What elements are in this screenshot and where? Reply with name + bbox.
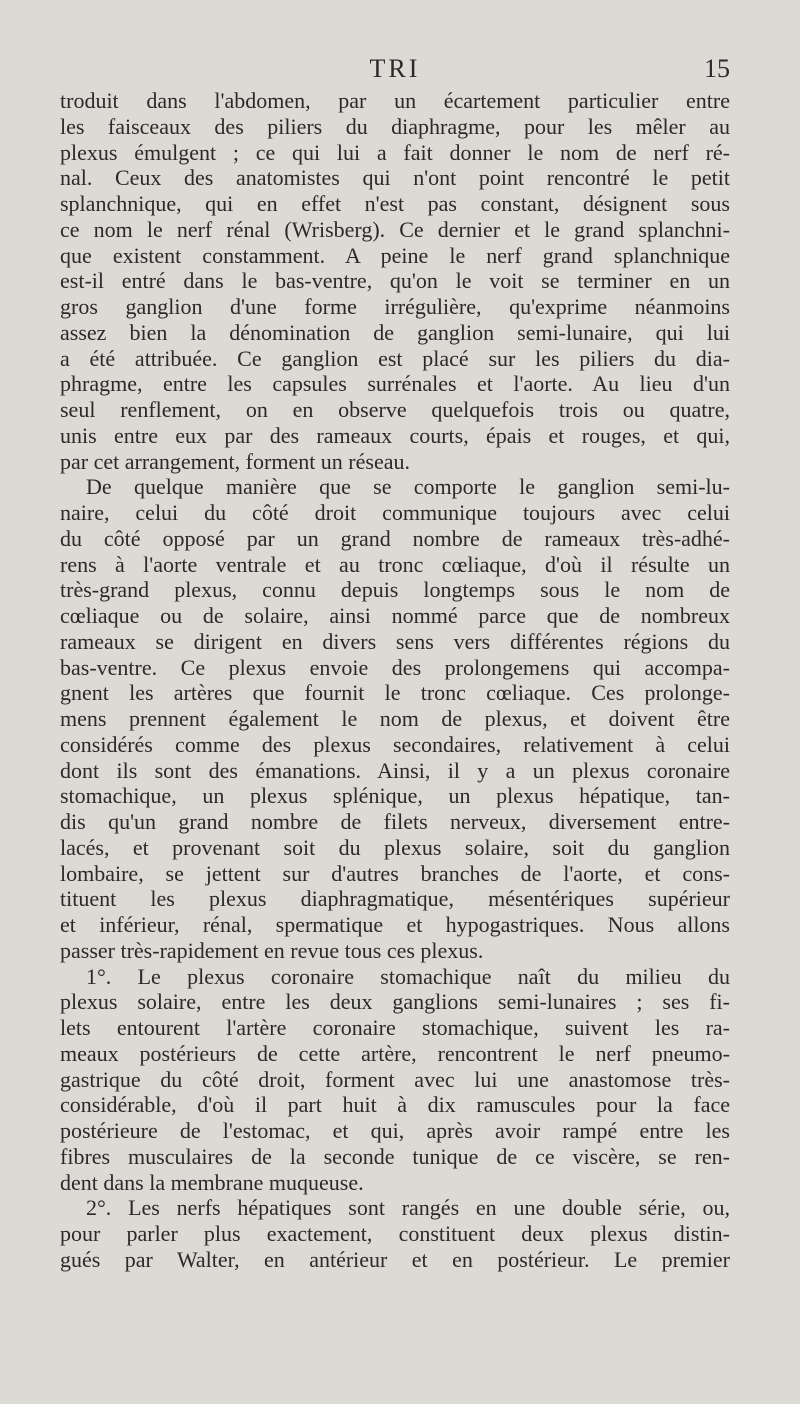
text-line: fibres musculaires de la seconde tunique de ce viscère, se ren- [60, 1143, 730, 1169]
body-text [60, 88, 730, 1273]
text-line: passer très-rapidement en revue tous ces plexus. [60, 937, 484, 963]
text-line: par cet arrangement, forment un réseau. [60, 448, 410, 474]
page-number: 15 [704, 54, 730, 83]
text-line: troduit dans l'abdomen, par un écartement particulier entre [60, 88, 730, 113]
text-line: tituent les plexus diaphragmatique, mésentériques supérieur [60, 886, 730, 912]
text-line: assez bien la dénomination de ganglion semi-lunaire, qui lui [60, 319, 730, 345]
text-line: et inférieur, rénal, spermatique et hypogastriques. Nous allons [60, 912, 730, 937]
text-line: gués par Walter, en antérieur et en postérieur. Le premier [60, 1246, 730, 1272]
text-line: plexus émulgent ; ce qui lui a fait donner le nom de nerf ré- [60, 139, 730, 165]
text-line: du côté opposé par un grand nombre de rameaux très-adhé- [60, 525, 730, 551]
text-line: plexus solaire, entre les deux ganglions semi-lunaires ; ses fi- [60, 989, 730, 1015]
text-line: lacés, et provenant soit du plexus solaire, soit du ganglion [60, 834, 730, 860]
text-line: nal. Ceux des anatomistes qui n'ont point rencontré le petit [60, 165, 730, 191]
text-line: 2°. Les nerfs hépatiques sont rangés en une double série, ou, [86, 1195, 730, 1221]
text-line: 1°. Le plexus coronaire stomachique naît du milieu du [86, 963, 730, 989]
text-line: est-il entré dans le bas-ventre, qu'on le voit se terminer en un [60, 268, 730, 294]
text-line: très-grand plexus, connu depuis longtemps sous le nom de [60, 577, 730, 603]
text-line: considérable, d'où il part huit à dix ramuscules pour la face [60, 1092, 730, 1118]
text-line: lets entourent l'artère coronaire stomachique, suivent les ra- [60, 1015, 730, 1040]
text-line: De quelque manière que se comporte le ganglion semi-lu- [86, 474, 730, 500]
text-line: unis entre eux par des rameaux courts, épais et rouges, et qui, [60, 422, 730, 448]
text-line: ce nom le nerf rénal (Wrisberg). Ce dernier et le grand splanchni- [60, 216, 730, 242]
text-line: dont ils sont des émanations. Ainsi, il y a un plexus coronaire [60, 757, 730, 783]
text-line: gros ganglion d'une forme irrégulière, qu'exprime néanmoins [60, 294, 730, 319]
text-line: meaux postérieurs de cette artère, rencontrent le nerf pneumo- [60, 1040, 730, 1066]
text-line: dent dans la membrane muqueuse. [60, 1169, 364, 1195]
text-line: rameaux se dirigent en divers sens vers différentes régions du [60, 628, 730, 654]
text-line: mens prennent également le nom de plexus, et doivent être [60, 706, 730, 731]
text-line: bas-ventre. Ce plexus envoie des prolongemens qui accompa- [60, 654, 730, 680]
text-line: rens à l'aorte ventrale et au tronc cœliaque, d'où il résulte un [60, 551, 730, 577]
text-line: postérieure de l'estomac, et qui, après avoir rampé entre les [60, 1118, 730, 1143]
page-header [60, 54, 730, 88]
text-line: les faisceaux des piliers du diaphragme, pour les mêler au [60, 113, 730, 139]
text-line: a été attribuée. Ce ganglion est placé sur les piliers du dia- [60, 345, 730, 371]
text-line: gnent les artères que fournit le tronc cœliaque. Ces prolonge- [60, 680, 730, 706]
text-line: phragme, entre les capsules surrénales et l'aorte. Au lieu d'un [60, 371, 730, 397]
text-line: seul renflement, on en observe quelquefois trois ou quatre, [60, 397, 730, 422]
text-line: splanchnique, qui en effet n'est pas constant, désignent sous [60, 191, 730, 216]
text-line: cœliaque ou de solaire, ainsi nommé parce que de nombreux [60, 603, 730, 628]
text-line: que existent constamment. A peine le nerf grand splanchnique [60, 242, 730, 268]
text-line: lombaire, se jettent sur d'autres branches de l'aorte, et cons- [60, 860, 730, 886]
text-line: naire, celui du côté droit communique toujours avec celui [60, 500, 730, 525]
text-line: dis qu'un grand nombre de filets nerveux, diversement entre- [60, 809, 730, 834]
text-line: stomachique, un plexus splénique, un plexus hépatique, tan- [60, 783, 730, 809]
text-line: pour parler plus exactement, constituent deux plexus distin- [60, 1221, 730, 1246]
text-line: gastrique du côté droit, forment avec lui une anastomose très- [60, 1066, 730, 1092]
text-line: considérés comme des plexus secondaires, relativement à celui [60, 731, 730, 757]
running-head: TRI [369, 54, 421, 83]
